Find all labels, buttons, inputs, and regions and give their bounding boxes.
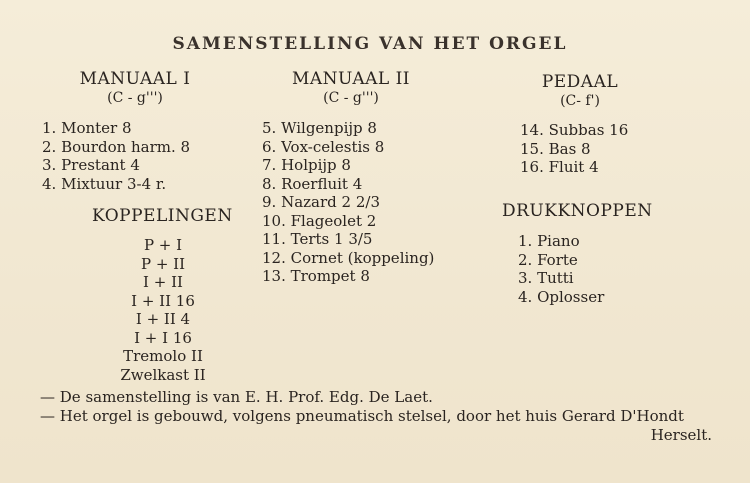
- list-item: 3. Prestant 4: [42, 156, 140, 174]
- list-item: 16. Fluit 4: [520, 158, 599, 176]
- koppelingen-section: [92, 207, 252, 226]
- pedaal-heading: PEDAAL: [541, 72, 619, 92]
- list-item: Tremolo II: [123, 347, 203, 365]
- list-item: 14. Subbas 16: [520, 121, 629, 139]
- list-item: 12. Cornet (koppeling): [262, 248, 435, 267]
- note-line: Herselt.: [650, 426, 712, 444]
- manuaal2-list: [262, 119, 434, 286]
- footnotes: [40, 388, 712, 445]
- list-item: 13. Trompet 8: [262, 267, 370, 285]
- manuaal1-heading: MANUAAL I: [79, 69, 191, 89]
- list-item: 1. Monter 8: [42, 119, 132, 137]
- list-item: 8. Roerfluit 4: [262, 174, 363, 193]
- list-item: P + I: [143, 236, 183, 254]
- list-item: 2. Bourdon harm. 8: [42, 137, 191, 156]
- list-item: I + II 16: [131, 291, 195, 310]
- drukknoppen-section: [502, 202, 672, 221]
- list-item: I + II 4: [135, 310, 191, 328]
- manuaal2-range: (C - g'''): [323, 89, 379, 106]
- manuaal1-header: [60, 70, 210, 107]
- list-item: 4. Mixtuur 3-4 r.: [42, 174, 167, 193]
- list-item: I + II: [143, 273, 183, 291]
- list-item: 15. Bas 8: [520, 139, 591, 158]
- list-item: 10. Flageolet 2: [262, 211, 377, 230]
- drukknoppen-heading: DRUKKNOPPEN: [502, 201, 653, 221]
- list-item: 2. Forte: [518, 250, 578, 269]
- list-item: Zwelkast II: [120, 365, 206, 384]
- koppelingen-list: [108, 236, 218, 384]
- list-item: P + II: [140, 254, 186, 273]
- manuaal1-list: [42, 119, 190, 193]
- list-item: 11. Terts 1 3/5: [262, 230, 373, 248]
- list-item: 4. Oplosser: [518, 287, 605, 306]
- list-item: I + I 16: [134, 328, 192, 347]
- list-item: 3. Tutti: [518, 269, 574, 287]
- note-line: — De samenstelling is van E. H. Prof. Edg. De Laet.: [40, 388, 433, 406]
- list-item: 5. Wilgenpijp 8: [262, 119, 377, 137]
- manuaal2-header: [276, 70, 426, 107]
- page-title: SAMENSTELLING VAN HET ORGEL: [172, 34, 568, 54]
- pedaal-range: (C- f'): [560, 92, 600, 109]
- list-item: 9. Nazard 2 2/3: [262, 193, 380, 211]
- koppelingen-heading: KOPPELINGEN: [92, 206, 233, 226]
- list-item: 6. Vox-celestis 8: [262, 137, 385, 156]
- manuaal2-heading: MANUAAL II: [291, 69, 411, 89]
- note-line: — Het orgel is gebouwd, volgens pneumatisch stelsel, door het huis Gerard D'Hondt: [40, 407, 684, 425]
- drukknoppen-list: [518, 232, 604, 306]
- pedaal-list: [520, 121, 628, 177]
- pedaal-header: [510, 73, 650, 110]
- list-item: 7. Holpijp 8: [262, 156, 351, 174]
- list-item: 1. Piano: [518, 232, 580, 250]
- manuaal1-range: (C - g'''): [107, 89, 163, 106]
